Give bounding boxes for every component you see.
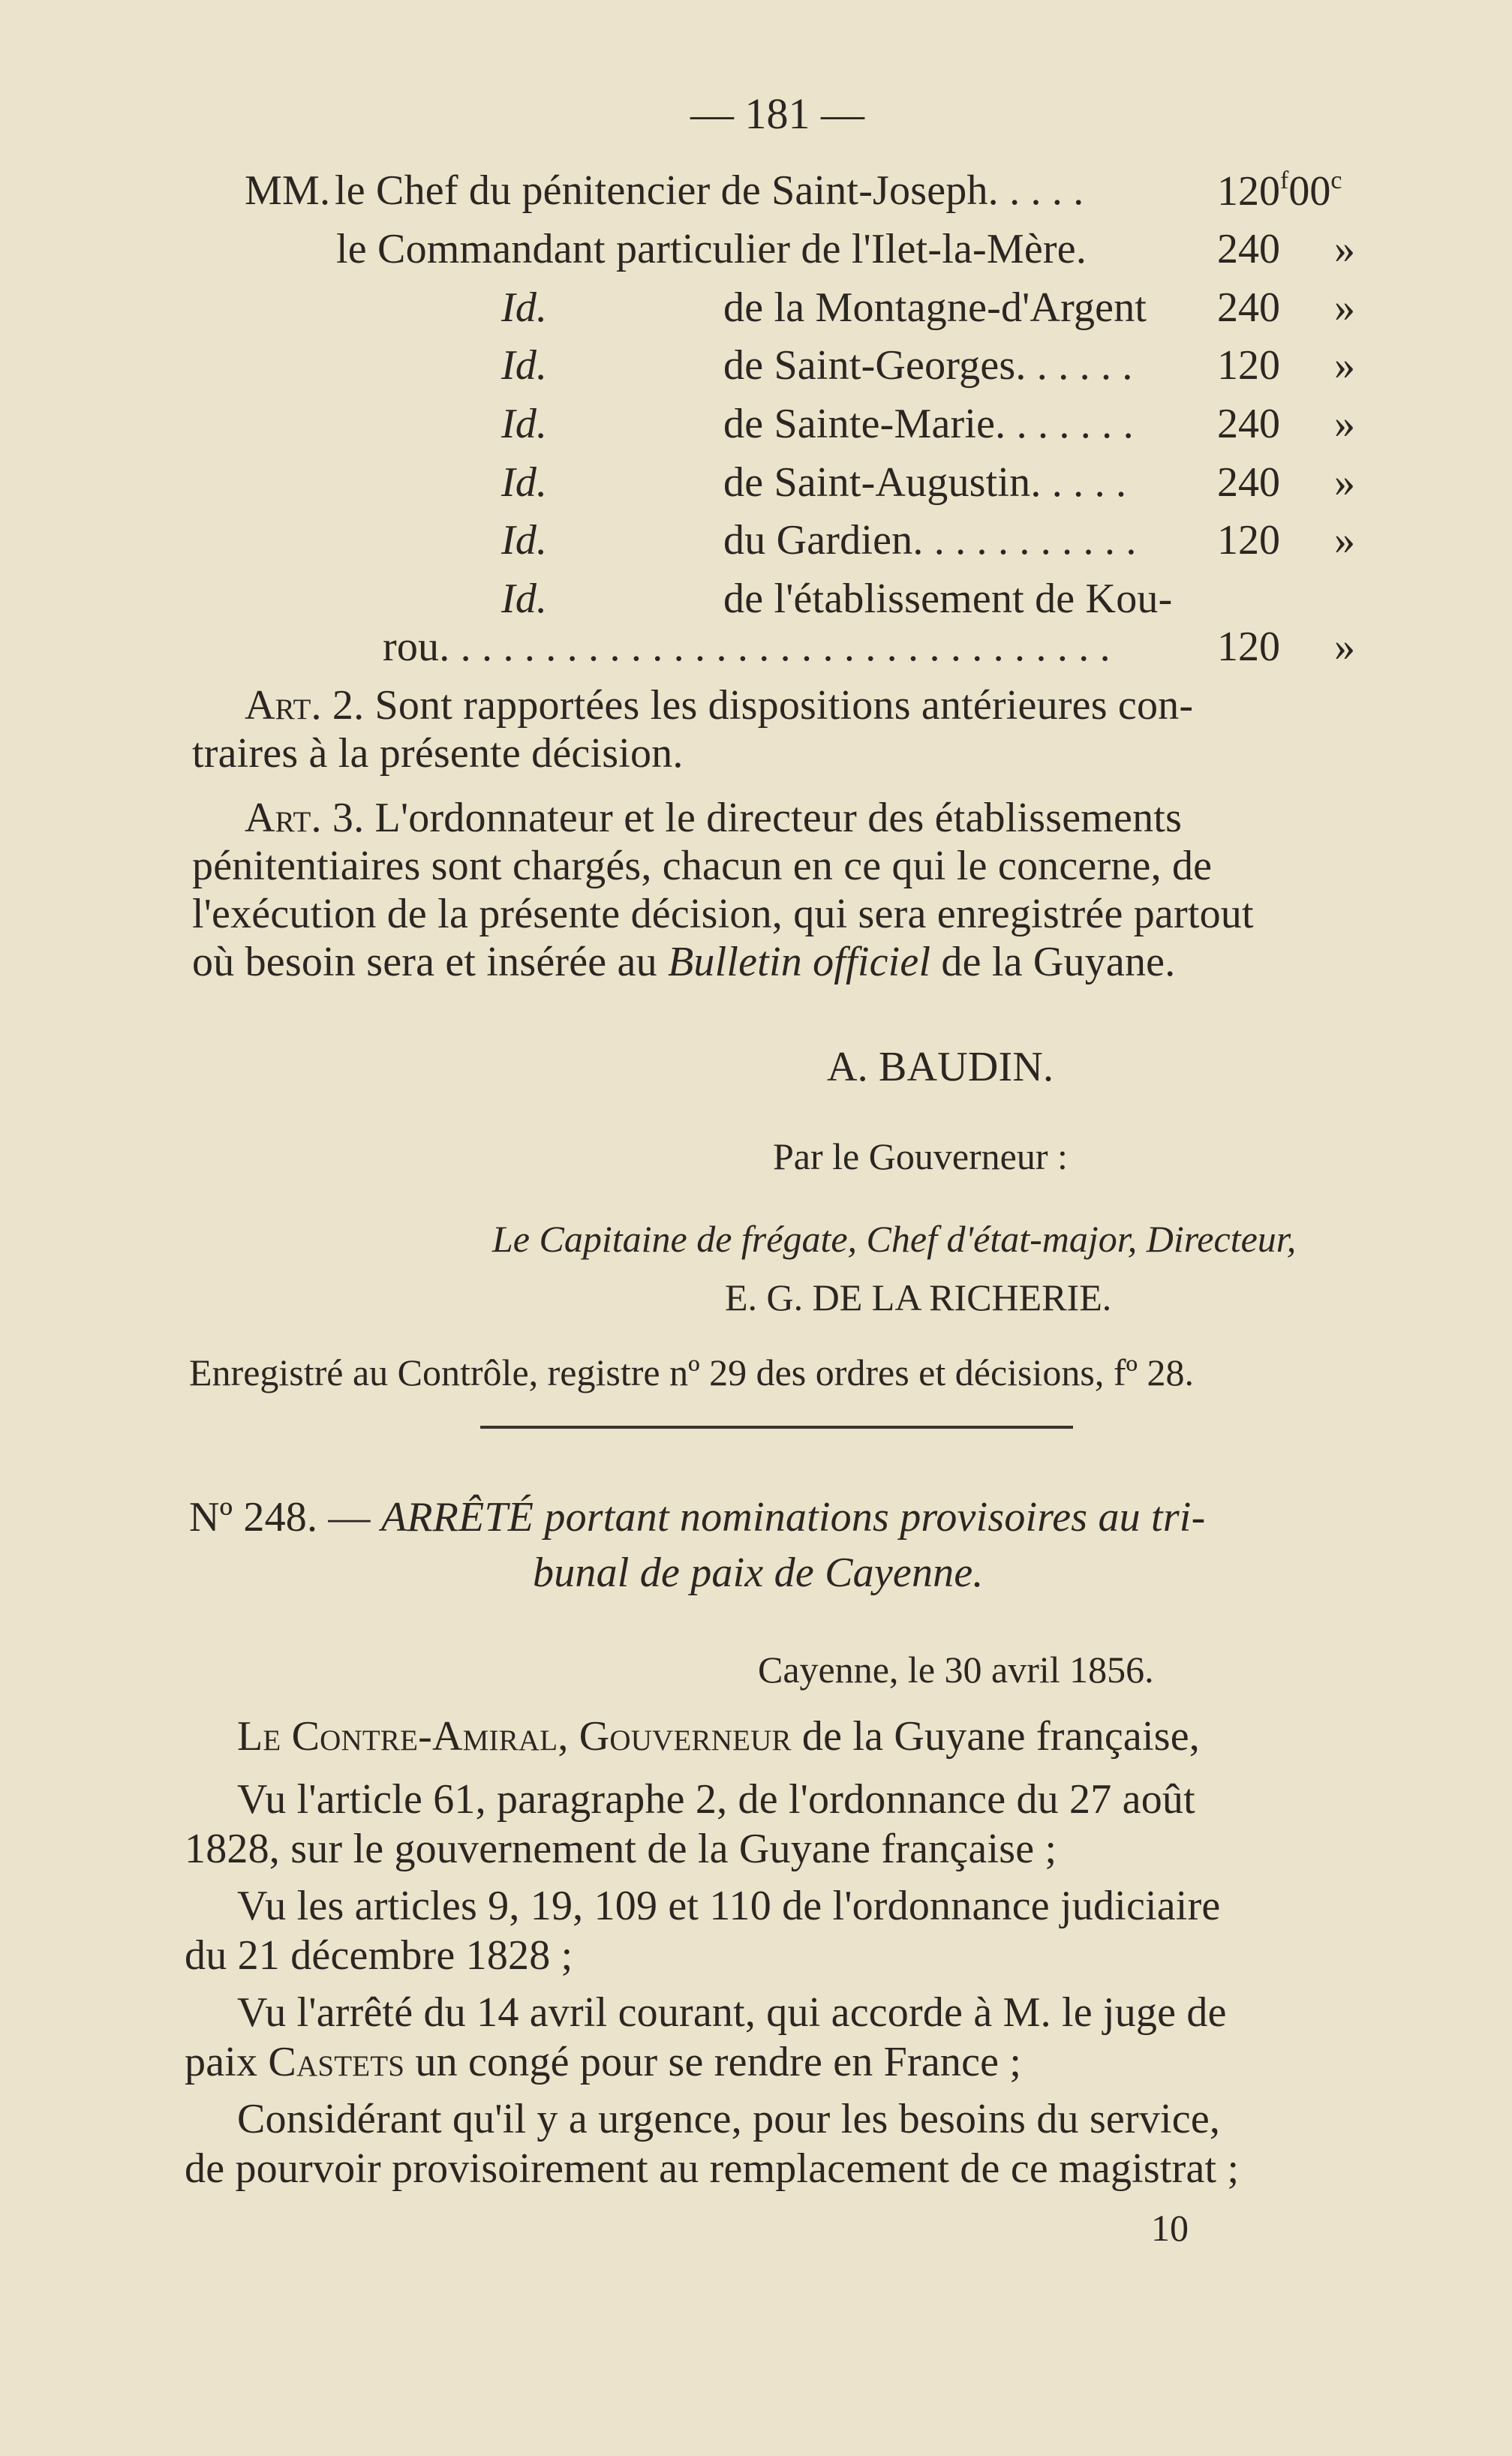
allocation-label: de l'établissement de Kou-	[723, 576, 1173, 622]
idem-mark: Id.	[501, 284, 548, 331]
allocation-label: le Chef du pénitencier de Saint-Joseph. . . . .	[335, 167, 1084, 214]
signatory-title: Le Capitaine de frégate, Chef d'état-major, Directeur,	[492, 1218, 1297, 1260]
article-text: Sont rapportées les dispositions antérieures con-	[374, 682, 1194, 729]
allocation-prefix: MM.	[245, 167, 331, 214]
allocation-label: de la Montagne-d'Argent	[723, 284, 1147, 331]
place-date: Cayenne, le 30 avril 1856.	[758, 1649, 1154, 1691]
allocation-label: le Commandant particulier de l'Ilet-la-Mère.	[336, 226, 1087, 272]
article-3-line: pénitentiaires sont chargés, chacun en ce qui le concerne, de	[192, 843, 1213, 889]
consideration-line: 1828, sur le gouvernement de la Guyane française ;	[185, 1826, 1057, 1872]
allocation-amount: 120	[1217, 342, 1280, 389]
by-governor: Par le Gouverneur :	[773, 1135, 1068, 1177]
preamble: Le Contre-Amiral, Gouverneur de la Guyane française,	[237, 1713, 1200, 1760]
article-label: Art. 2.	[245, 682, 365, 729]
article-3-line: l'exécution de la présente décision, qui sera enregistrée partout	[192, 891, 1254, 937]
idem-mark: Id.	[501, 517, 548, 564]
registration-note: Enregistré au Contrôle, registre nº 29 des ordres et décisions, fº 28.	[189, 1351, 1194, 1393]
consideration-line: Vu les articles 9, 19, 109 et 110 de l'ordonnance judiciaire	[237, 1883, 1221, 1929]
ditto-mark: »	[1334, 459, 1355, 506]
page-number: — 181 —	[690, 89, 864, 138]
decree-title: ARRÊTÉ portant nominations provisoires au tri-	[380, 1494, 1206, 1541]
allocation-amount: 120	[1217, 624, 1280, 670]
ditto-mark: »	[1334, 342, 1355, 389]
allocation-label: rou. . . . . . . . . . . . . . . . . . . . . . . . . . . . . . . .	[383, 624, 1111, 670]
allocation-amount: 240	[1217, 401, 1280, 447]
ditto-mark: »	[1334, 517, 1355, 564]
idem-mark: Id.	[501, 576, 548, 622]
allocation-label: de Saint-Georges. . . . . .	[723, 342, 1133, 389]
allocation-label: de Sainte-Marie. . . . . . .	[723, 401, 1134, 447]
idem-mark: Id.	[501, 342, 548, 389]
allocation-amount: 120$^f$00$^c$	[1217, 167, 1342, 215]
allocation-amount: 240	[1217, 459, 1280, 506]
article-2-line: traires à la présente décision.	[192, 730, 684, 777]
allocation-amount: 240	[1217, 284, 1280, 331]
allocation-label: du Gardien. . . . . . . . . . .	[723, 517, 1137, 564]
consideration-line: Vu l'arrêté du 14 avril courant, qui accorde à M. le juge de	[237, 1989, 1227, 2036]
ditto-mark: »	[1334, 284, 1355, 331]
consideration-line: du 21 décembre 1828 ;	[185, 1932, 573, 1979]
allocation-amount: 120	[1217, 517, 1280, 564]
bulletin-title: Bulletin officiel	[668, 939, 931, 985]
allocation-label: de Saint-Augustin. . . . .	[723, 459, 1127, 506]
signature-mark: 10	[1151, 2207, 1189, 2249]
signatory-name: E. G. DE LA RICHERIE.	[725, 1276, 1112, 1318]
consideration-line: Considérant qu'il y a urgence, pour les besoins du service,	[237, 2096, 1221, 2142]
decree-title-cont: bunal de paix de Cayenne.	[533, 1550, 984, 1596]
article-text: L'ordonnateur et le directeur des établissements	[374, 795, 1183, 841]
article-2-line	[245, 681, 1193, 729]
ditto-mark: »	[1334, 226, 1355, 272]
governor-signature: A. BAUDIN.	[827, 1044, 1054, 1090]
separator-rule	[480, 1426, 1073, 1429]
consideration-line: de pourvoir provisoirement au remplacement de ce magistrat ;	[185, 2145, 1240, 2192]
allocation-amount: 240	[1217, 226, 1280, 272]
decree-heading	[189, 1493, 1205, 1541]
decree-number: Nº 248. —	[189, 1494, 371, 1541]
article-3-line	[245, 794, 1182, 842]
ditto-mark: »	[1334, 401, 1355, 447]
idem-mark: Id.	[501, 459, 548, 506]
article-label: Art. 3.	[245, 795, 365, 841]
consideration-line: paix Castets un congé pour se rendre en France ;	[185, 2039, 1022, 2085]
ditto-mark: »	[1334, 624, 1355, 670]
idem-mark: Id.	[501, 401, 548, 447]
article-3-line: où besoin sera et insérée au Bulletin officiel de la Guyane.	[192, 939, 1176, 985]
consideration-line: Vu l'article 61, paragraphe 2, de l'ordonnance du 27 août	[237, 1776, 1195, 1823]
